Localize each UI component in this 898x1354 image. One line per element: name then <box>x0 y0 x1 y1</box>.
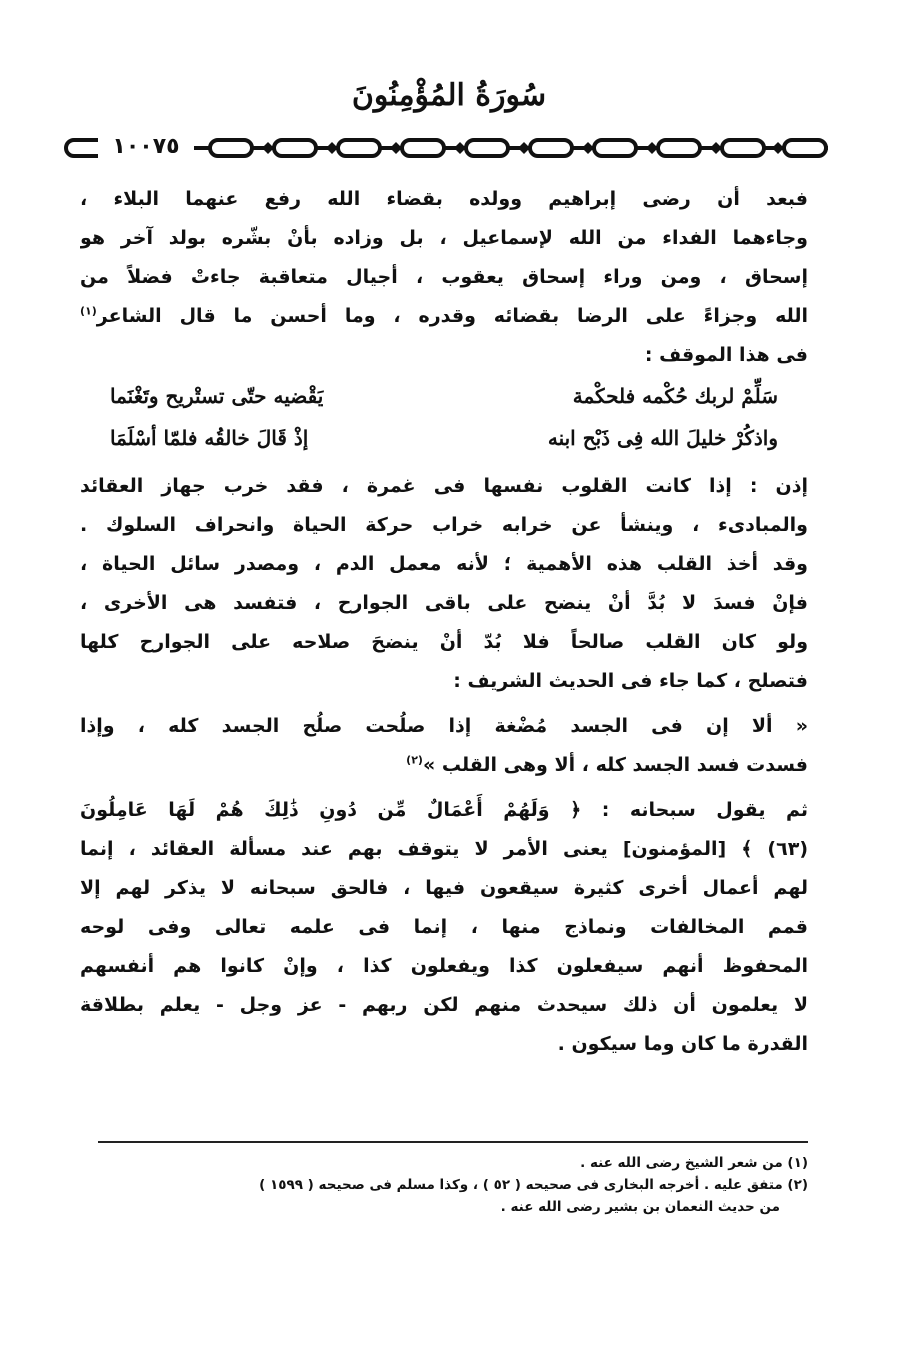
text-line: (٦٣) ﴾ [المؤمنون] يعنى الأمر لا يتوقف بهم عند مسألة العقائد ، إنما <box>80 838 808 860</box>
text-line: لهم أعمال أخرى كثيرة سيقعون فيها ، فالحق سبحانه لا يذكر لهم إلا <box>80 877 808 899</box>
main-text <box>80 180 808 1064</box>
verse-hemistich-left: إذْ قَالَ خالقُه فلمّا أسْلَمَا <box>110 426 309 450</box>
verse-hemistich-right: سَلِّمْ لربك حُكْمه فلحكْمة <box>572 384 778 408</box>
verse-line-2 <box>80 417 808 459</box>
verse-hemistich-right: واذكُرْ خليلَ الله فِى ذَبْح ابنه <box>547 426 778 450</box>
poetry-verse <box>80 375 808 459</box>
surah-title-calligraphy: سُورَةُ المُؤْمِنُونَ <box>351 78 547 113</box>
text-line: القدرة ما كان وما سيكون . <box>557 1033 808 1055</box>
text-line: المحفوظ أنهم سيفعلون كذا ويفعلون كذا ، وإنْ كانوا هم أنفسهم <box>80 955 808 977</box>
footnote-separator <box>98 1141 808 1143</box>
footnotes <box>86 1152 808 1218</box>
text-line: ولو كان القلب صالحاً فلا بُدّ أنْ ينضحَ صلاحه على الجوارح كلها <box>80 631 808 653</box>
text-line: إذن : إذا كانت القلوب نفسها فى غمرة ، فقد خرب جهاز العقائد <box>80 475 808 497</box>
text-line: فى هذا الموقف : <box>644 344 808 366</box>
text-line: قمم المخالفات ونماذج منها ، إنما فى علمه تعالى وفى لوحه <box>80 916 808 938</box>
text-line: فتصلح ، كما جاء فى الحديث الشريف : <box>453 670 808 692</box>
text-line: فبعد أن رضى إبراهيم وولده بقضاء الله رفع عنهما البلاء ، <box>80 188 808 210</box>
text-line: إسحاق ، ومن وراء إسحاق يعقوب ، أجيال متعاقبة جاءتْ فضلاً من <box>80 266 808 288</box>
quran-verse-line: ثم يقول سبحانه : ﴿ وَلَهُمْ أَعْمَالٌ مِّن دُونِ ذَٰلِكَ هُمْ لَهَا عَامِلُونَ <box>80 799 808 821</box>
text-line: والمبادىء ، وينشأ عن خرابه خراب حركة الحياة وانحراف السلوك . <box>80 514 808 536</box>
hadith-quote <box>80 707 808 785</box>
verse-line-1 <box>80 375 808 417</box>
text-line: « ألا إن فى الجسد مُضْغة إذا صلُحت صلُح الجسد كله ، وإذا <box>80 715 808 737</box>
footnote-ref-1: (١) <box>80 304 97 318</box>
footnote-2: (٢) متفق عليه . أخرجه البخارى فى صحيحه ( ٥٢ ) ، وكذا مسلم فى صحيحه ( ١٥٩٩ ) <box>259 1177 808 1193</box>
text-line: وقد أخذ القلب هذه الأهمية ؛ لأنه معمل الدم ، ومصدر سائل الحياة ، <box>80 553 808 575</box>
footnote-ref-2: (٢) <box>406 753 423 767</box>
footnote-1: (١) من شعر الشيخ رضى الله عنه . <box>580 1155 808 1171</box>
footnote-2-continued: من حديث النعمان بن بشير رضى الله عنه . <box>500 1199 780 1215</box>
text-line <box>80 746 808 785</box>
text-line: لا يعلمون أن ذلك سيحدث منهم لكن ربهم - عز وجل - يعلم بطلاقة <box>80 994 808 1016</box>
text-line: وجاءهما الفداء من الله لإسماعيل ، بل وزاده بأنْ بشّره بولد آخر هو <box>80 227 808 249</box>
text-line-content: الله وجزاءً على الرضا بقضائه وقدره ، وما أحسن ما قال الشاعر <box>96 305 808 327</box>
text-line <box>80 297 808 336</box>
paragraph-1 <box>80 180 808 375</box>
text-line: فإنْ فسدَ لا بُدَّ أنْ ينضح على باقى الجوارح ، فتفسد هى الأخرى ، <box>80 592 808 614</box>
paragraph-3 <box>80 791 808 1064</box>
verse-hemistich-left: يَقْضيه حتّى تستْريح وتَغْنَما <box>110 384 324 408</box>
paragraph-2 <box>80 467 808 701</box>
page-number: ١٠٠٧٥ <box>98 131 194 163</box>
text-line-content: فسدت فسد الجسد كله ، ألا وهى القلب » <box>422 754 808 776</box>
